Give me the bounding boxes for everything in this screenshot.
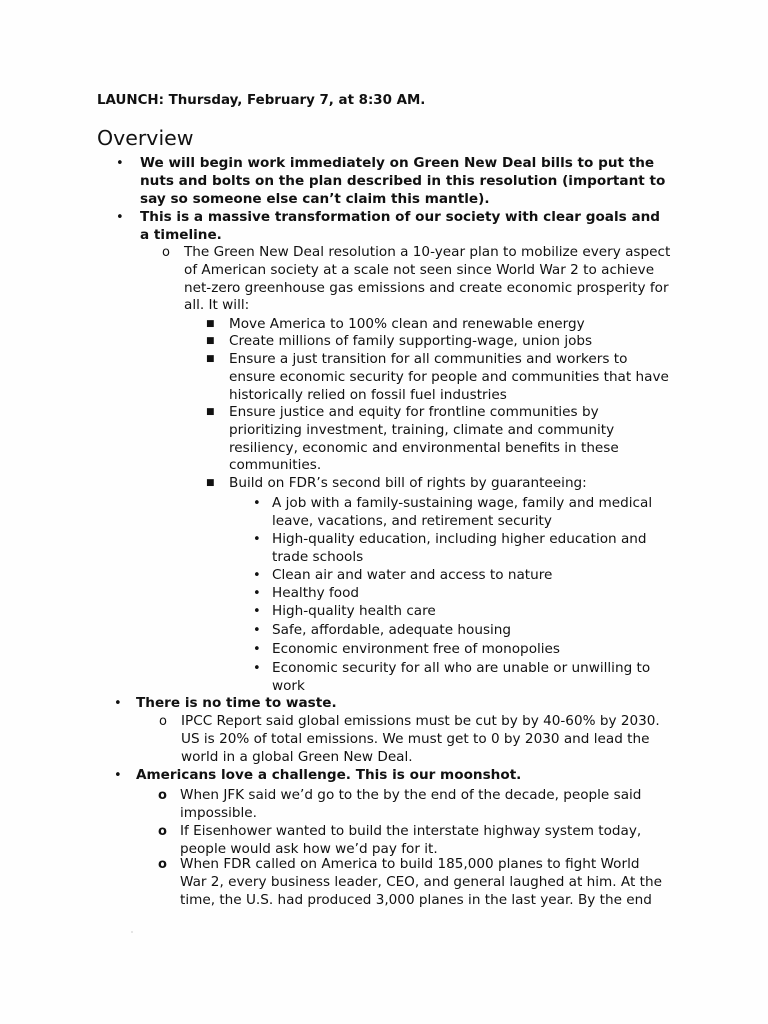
list-item: Ensure a just transition for all communities and workers to ensure economic security for people and communities that have historically relied on fossil fuel industries: [229, 351, 669, 403]
list-item: Clean air and water and access to nature: [272, 567, 553, 583]
list-item: Ensure justice and equity for frontline communities by prioritizing investment, training, climate and community resiliency, economic and environmental benefits in these communities.: [229, 404, 619, 474]
list-item: When JFK said we’d go to the by the end of the decade, people said impossible.: [180, 787, 642, 821]
bullet-marker: •: [253, 623, 261, 638]
scan-speck: [131, 931, 133, 933]
list-item: Safe, affordable, adequate housing: [272, 622, 512, 638]
list-item: Economic environment free of monopolies: [272, 641, 561, 657]
bullet-marker: •: [253, 532, 261, 547]
circle-marker: o: [159, 714, 167, 729]
list-item: This is a massive transformation of our society with clear goals and a timeline.: [140, 209, 661, 243]
list-item: Americans love a challenge. This is our moonshot.: [136, 767, 522, 783]
circle-marker: o: [158, 857, 167, 872]
bullet-marker: •: [116, 210, 124, 225]
list-item: High-quality education, including higher education and trade schools: [272, 531, 647, 565]
circle-marker: o: [158, 788, 167, 803]
list-item: When FDR called on America to build 185,000 planes to fight World War 2, every business leader, CEO, and general laughed at him. At the time, the U.S. had produced 3,000 planes in the last year. By the end: [180, 856, 662, 908]
list-item: Build on FDR’s second bill of rights by guaranteeing:: [229, 475, 587, 491]
list-item: IPCC Report said global emissions must be cut by by 40-60% by 2030. US is 20% of total emissions. We must get to 0 by 2030 and lead the world in a global Green New Deal.: [181, 713, 660, 765]
list-item: Move America to 100% clean and renewable energy: [229, 316, 585, 332]
list-item: There is no time to waste.: [136, 695, 337, 711]
bullet-marker: •: [253, 642, 261, 657]
list-item: High-quality health care: [272, 603, 436, 619]
bullet-marker: •: [253, 568, 261, 583]
square-marker: ■: [206, 319, 215, 329]
circle-marker: o: [162, 245, 170, 260]
list-item: The Green New Deal resolution a 10-year plan to mobilize every aspect of American society at a scale not seen since World War 2 to achieve net-zero greenhouse gas emissions and create economic prosperity for all. It will:: [184, 244, 671, 314]
list-item: Healthy food: [272, 585, 360, 601]
overview-heading: Overview: [97, 126, 194, 150]
list-item: If Eisenhower wanted to build the interstate highway system today, people would ask how we’d pay for it.: [180, 823, 642, 857]
square-marker: ■: [206, 336, 215, 346]
bullet-marker: •: [253, 586, 261, 601]
bullet-marker: •: [253, 604, 261, 619]
bullet-marker: •: [116, 156, 124, 171]
list-item: We will begin work immediately on Green New Deal bills to put the nuts and bolts on the plan described in this resolution (important to say so someone else can’t claim this mantle).: [140, 155, 666, 207]
bullet-marker: •: [114, 768, 122, 783]
square-marker: ■: [206, 407, 215, 417]
square-marker: ■: [206, 354, 215, 364]
bullet-marker: •: [253, 661, 261, 676]
list-item: A job with a family-sustaining wage, family and medical leave, vacations, and retirement security: [272, 495, 653, 529]
circle-marker: o: [158, 824, 167, 839]
bullet-marker: •: [114, 696, 122, 711]
list-item: Economic security for all who are unable or unwilling to work: [272, 660, 651, 694]
bullet-marker: •: [253, 496, 261, 511]
list-item: Create millions of family supporting-wage, union jobs: [229, 333, 593, 349]
square-marker: ■: [206, 478, 215, 488]
launch-line: LAUNCH: Thursday, February 7, at 8:30 AM.: [97, 93, 426, 108]
